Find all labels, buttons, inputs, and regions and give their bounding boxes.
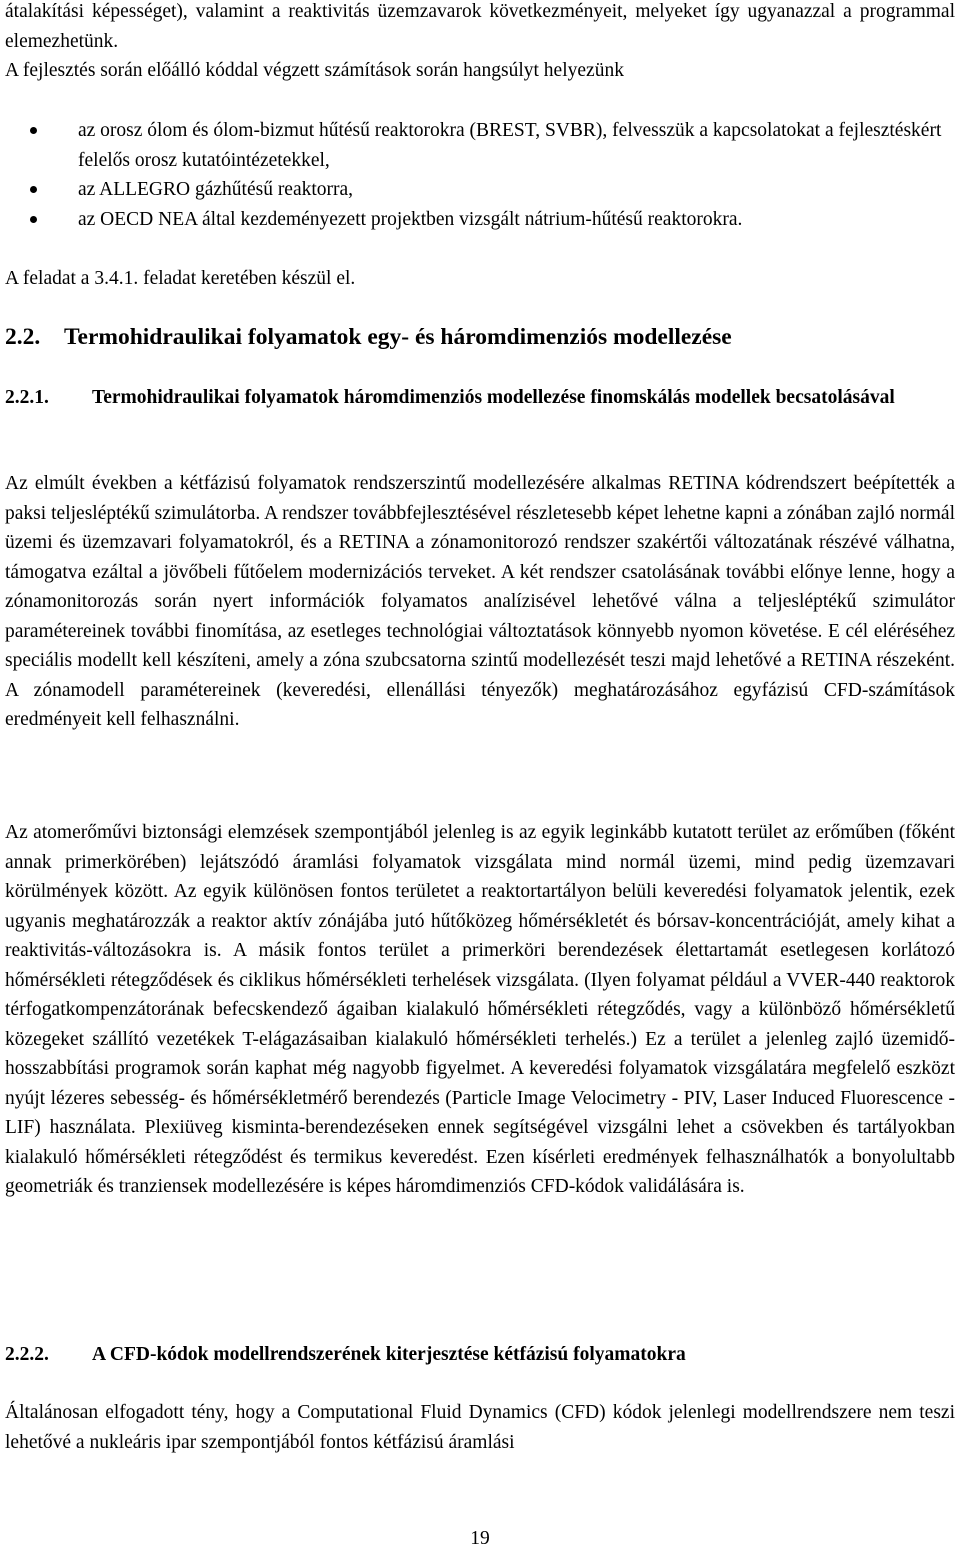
subsection-number: 2.2.1.: [5, 387, 49, 408]
bullet-icon: [30, 186, 37, 193]
bullet-icon: [30, 216, 37, 223]
subsection-heading-2-2-2: [5, 1340, 955, 1369]
page-number: 19: [470, 1528, 490, 1549]
subsection-heading-2-2-1: [5, 383, 955, 412]
subsection-number: 2.2.2.: [5, 1344, 49, 1365]
list-item: [30, 205, 955, 235]
section-number: 2.2.: [5, 324, 41, 350]
section-title: Termohidraulikai folyamatok egy- és háromdimenziós modellezése: [64, 324, 732, 350]
list-item-text: az OECD NEA által kezdeményezett projektben vizsgált nátrium-hűtésű reaktorokra.: [78, 208, 743, 230]
body-paragraph-1: Az elmúlt években a kétfázisú folyamatok rendszerszintű modellezésére alkalmas RETINA kódrendszert beépítették a paksi teljesléptékű szimulátorba. A rendszer továbbfejlesztésével részletesebb képet lehetne kapni a zónában zajló normál üzemi és üzemzavari folyamatokról, és a RETINA a zónamonitorozó rendszer szakértői változatának részévé válhatna, támogatva ezáltal a jövőbeli fűtőelem modernizációs terveket. A két rendszer csatolásának további előnye lenne, hogy a zónamonitorozás során nyert információk folyamatos analízisével lehetővé válna a teljesléptékű szimulátor paramétereinek további finomítása, az esetleges technológiai változtatások könnyebb nyomon követése. E cél eléréséhez speciális modellt kell készíteni, amely a zóna szubcsatorna szintű modellezését teszi majd lehetővé a RETINA részeként. A zónamodell paramétereinek (keveredési, ellenállási tényezők) meghatározásához egyfázisú CFD-számítások eredményeit kell felhasználni.: [5, 473, 955, 730]
subsection-title: A CFD-kódok modellrendszerének kiterjesztése kétfázisú folyamatokra: [92, 1344, 686, 1365]
bullet-list: [30, 116, 955, 234]
list-item: [30, 175, 955, 205]
section-heading-2-2: [5, 320, 732, 354]
list-item: [30, 116, 955, 175]
list-item-text: az orosz ólom és ólom-bizmut hűtésű reaktorokra (BREST, SVBR), felvesszük a kapcsolatokat a fejlesztéskért felelős orosz kutatóintézetekkel,: [78, 120, 942, 171]
top-paragraph: átalakítási képességet), valamint a reaktivitás üzemzavarok következményeit, melyeket így ugyanazzal a programmal elemezhetünk.: [5, 1, 955, 52]
subsection-title: Termohidraulikai folyamatok háromdimenziós modellezése finomskálás modellek becsatolásával: [92, 387, 895, 408]
body-paragraph-2: Az atomerőművi biztonsági elemzések szempontjából jelenleg is az egyik leginkább kutatott terület az erőműben (főként annak primerkörében) lejátszódó áramlási folyamatok vizsgálata mind normál üzemi, mind pedig üzemzavari körülmények között. Az egyik különösen fontos területet a reaktortartályon belüli keveredési folyamatok jelentik, ezek ugyanis meghatározzák a reaktor aktív zónájába jutó hűtőközeg hőmérsékletét és bórsav-koncentrációját, amely kihat a reaktivitás-változásokra is. A másik fontos terület a primerköri berendezések élettartamát esetlegesen korlátozó hőmérsékleti rétegződések és ciklikus hőmérsékleti terhelések vizsgálata. (Ilyen folyamat például a VVER-440 reaktorok térfogatkompenzátorának befecskendező ágaiban kialakuló hőmérsékleti rétegződés, vagy a különböző hőmérsékletű közegeket szállító vezetékek T-elágazásaiban kialakuló hőmérsékleti terhelés.) Ez a terület a jelenleg zajló üzemidő-hosszabbítási programok során kaphat még nagyobb figyelmet. A keveredési folyamatok vizsgálatára megfelelő eszközt nyújt lézeres sebesség- és hőmérsékletmérő berendezés (Particle Image Velocimetry - PIV, Laser Induced Fluorescence - LIF) használata. Plexiüveg kisminta-berendezéseken ennek segítségével vizsgálni lehet a csövekben és tartályokban kialakuló hőmérsékleti rétegződést és termikus keveredést. Ezen kísérleti eredmények felhasználhatók a bonyolultabb geometriák és tranziensek modellezésére is képes háromdimenziós CFD-kódok validálására is.: [5, 822, 955, 1197]
list-item-text: az ALLEGRO gázhűtésű reaktorra,: [78, 179, 354, 200]
task-note: A feladat a 3.4.1. feladat keretében készül el.: [5, 268, 356, 289]
intro-paragraph: A fejlesztés során előálló kóddal végzett számítások során hangsúlyt helyezünk: [5, 60, 624, 81]
bullet-icon: [30, 127, 37, 134]
body-paragraph-3: Általánosan elfogadott tény, hogy a Computational Fluid Dynamics (CFD) kódok jelenlegi modellrendszere nem teszi lehetővé a nukleáris ipar szempontjából fontos kétfázisú áramlási: [5, 1402, 955, 1453]
